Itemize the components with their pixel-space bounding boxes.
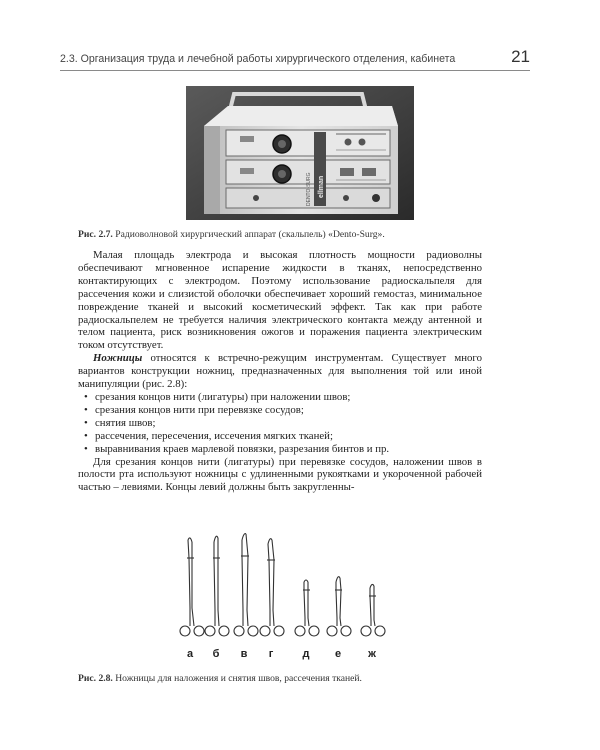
scissors-e-drawing	[327, 577, 351, 636]
figure-2-7-text: Радиоволновой хирургический аппарат (скальпель) «Dento-Surg».	[112, 229, 385, 240]
scissors-label-a: а	[186, 648, 194, 660]
page-number: 21	[511, 47, 530, 66]
device-model-label: DENTO-SURG	[306, 172, 312, 206]
scissors-b-drawing	[205, 536, 229, 636]
list-item: • рассечения, пересечения, иссечения мягких тканей;	[78, 430, 482, 443]
list-item: • выравнивания краев марлевой повязки, разрезания бинтов и пр.	[78, 443, 482, 456]
scissors-v-drawing	[234, 534, 258, 636]
list-item: • снятия швов;	[78, 417, 482, 430]
list-item: • срезания концов нити (лигатуры) при наложении швов;	[78, 391, 482, 404]
figure-2-8-label: Рис. 2.8.	[78, 673, 113, 684]
body-text	[78, 249, 482, 494]
figure-2-8-caption	[78, 673, 362, 684]
device-photo-drawing	[186, 86, 414, 220]
device-photo	[186, 86, 414, 220]
paragraph-scissors-intro	[78, 352, 482, 391]
figure-2-7-caption	[78, 229, 385, 240]
scissors-label-e: е	[334, 648, 342, 660]
scissors-a-drawing	[180, 538, 204, 636]
scissors-illustration	[170, 530, 410, 666]
list-item: • срезания концов нити при перевязке сосудов;	[78, 404, 482, 417]
paragraph-ligature-scissors: Для срезания концов нити (лигатуры) при перевязке сосудов, наложении швов в полости рта используют ножницы с удлиненными рукоятками и укороченной рабочей частью – левиями. Концы левий должны быть закругленны-	[78, 455, 482, 494]
scissors-label-b: б	[212, 648, 220, 660]
scissors-label-d: д	[302, 648, 310, 660]
scissors-uses-list	[78, 391, 482, 456]
running-header	[60, 46, 530, 71]
scissors-d-drawing	[295, 580, 319, 636]
figure-2-8-text: Ножницы для наложения и снятия швов, рассечения тканей.	[112, 673, 362, 684]
paragraph-scissors-intro-text: относятся к встречно-режущим инструментам. Существует много вариантов конструкции ножниц, предназначенных для выполнения той или иной манипуляции (рис. 2.8):	[78, 352, 482, 391]
scissors-label-zh: ж	[368, 648, 376, 660]
scissors-g-drawing	[260, 539, 284, 636]
scissors-label-v: в	[240, 648, 248, 660]
device-brand-label: ellman	[318, 175, 325, 198]
term-scissors: Ножницы	[93, 352, 143, 365]
paragraph-radioscalpel: Малая площадь электрода и высокая плотность мощности радиоволны обеспечивают мгновенное испарение жидкости в тканях, непосредственно контактирующих с электродом. Поэтому использование радиоскальпеля для рассечения кожи и слизистой оболочки обеспечивает хороший гемостаз, минимальное повреждение тканей и высокий косметический эффект. Так как при работе радиоскальпелем не требуется наличия электрического контакта между антенной и телом пациента, риск возникновения ожогов и поражения пациента электрическим током отсутствует.	[78, 249, 482, 352]
scissors-zh-drawing	[361, 584, 385, 636]
section-title: 2.3. Организация труда и лечебной работы хирургического отделения, кабинета	[60, 53, 456, 65]
figure-2-7-label: Рис. 2.7.	[78, 229, 113, 240]
scissors-label-g: г	[268, 648, 274, 660]
